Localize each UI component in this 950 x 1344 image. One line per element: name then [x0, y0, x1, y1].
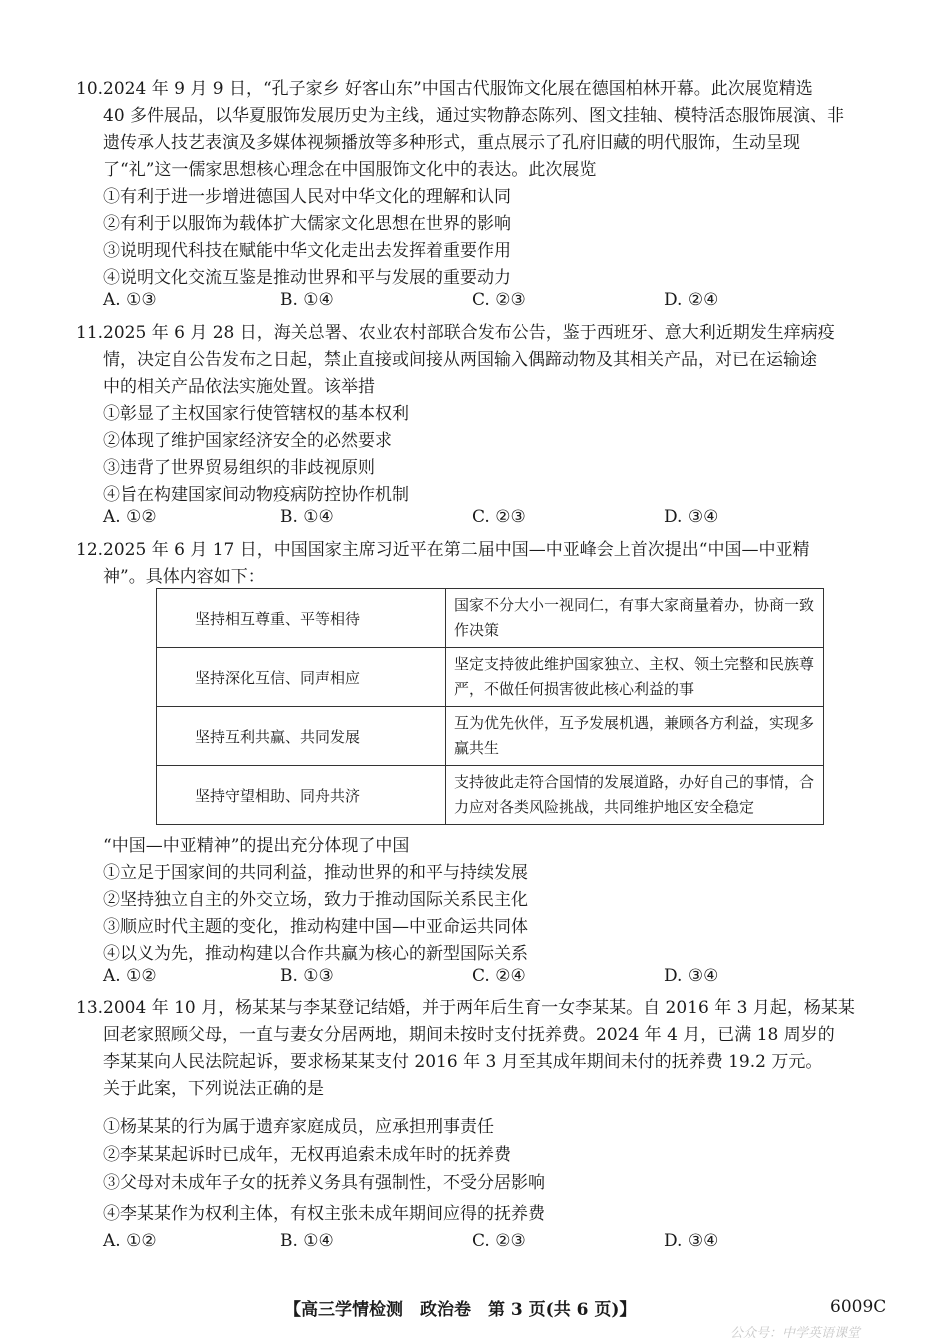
- table-value: 坚定支持彼此维护国家独立、主权、领土完整和民族尊严，不做任何损害彼此核心利益的事: [446, 648, 824, 707]
- q13-stem-line: 李某某向人民法院起诉，要求杨某某支付 2016 年 3 月至其成年期间未付的抚养费 19.2 万元。: [103, 1052, 823, 1072]
- option-a[interactable]: A. ①②: [103, 1231, 157, 1251]
- table-key: 坚持守望相助、同舟共济: [157, 766, 446, 825]
- q12-item: ④以义为先，推动构建以合作共赢为核心的新型国际关系: [103, 944, 528, 964]
- option-c[interactable]: C. ②③: [472, 290, 526, 310]
- option-b[interactable]: B. ①④: [280, 507, 334, 527]
- q10-item: ①有利于进一步增进德国人民对中华文化的理解和认同: [103, 187, 511, 207]
- q10-stem-line: 10.2024 年 9 月 9 日，“孔子家乡 好客山东”中国古代服饰文化展在德国柏林开幕。此次展览精选: [76, 79, 813, 99]
- option-a[interactable]: A. ①③: [103, 290, 157, 310]
- q10-item: ④说明文化交流互鉴是推动世界和平与发展的重要动力: [103, 268, 511, 288]
- q11-stem-line: 11.2025 年 6 月 28 日，海关总署、农业农村部联合发布公告，鉴于西班牙、意大利近期发生痒病疫: [76, 323, 835, 343]
- q12-question-line: “中国—中亚精神”的提出充分体现了中国: [103, 836, 410, 856]
- table-row: [157, 648, 824, 707]
- option-a[interactable]: A. ①②: [103, 507, 157, 527]
- q10-stem-line: 遗传承人技艺表演及多媒体视频播放等多种形式，重点展示了孔府旧藏的明代服饰，生动呈现: [103, 133, 800, 153]
- q11-item: ①彰显了主权国家行使管辖权的基本权利: [103, 404, 409, 424]
- q12-item: ③顺应时代主题的变化，推动构建中国—中亚命运共同体: [103, 917, 528, 937]
- q13-stem-line: 回老家照顾父母，一直与妻女分居两地，期间未按时支付抚养费。2024 年 4 月，已满 18 周岁的: [103, 1025, 835, 1045]
- option-b[interactable]: B. ①④: [280, 1231, 334, 1251]
- table-key: 坚持相互尊重、平等相待: [157, 589, 446, 648]
- spirit-table: [156, 588, 824, 825]
- option-d[interactable]: D. ③④: [664, 507, 719, 527]
- q13-stem-line: 关于此案，下列说法正确的是: [103, 1079, 324, 1099]
- q10-stem-line: 40 多件展品，以华夏服饰发展历史为主线，通过实物静态陈列、图文挂轴、模特活态服饰展演、非: [103, 106, 845, 126]
- option-d[interactable]: D. ②④: [664, 290, 719, 310]
- q13-item: ②李某某起诉时已成年，无权再追索未成年时的抚养费: [103, 1145, 511, 1165]
- table-row: [157, 766, 824, 825]
- q13-item: ①杨某某的行为属于遗弃家庭成员，应承担刑事责任: [103, 1117, 494, 1137]
- q12-item: ②坚持独立自主的外交立场，致力于推动国际关系民主化: [103, 890, 528, 910]
- q13-item: ③父母对未成年子女的抚养义务具有强制性，不受分居影响: [103, 1173, 545, 1193]
- table-value: 互为优先伙伴，互予发展机遇，兼顾各方利益，实现多赢共生: [446, 707, 824, 766]
- table-value: 支持彼此走符合国情的发展道路，办好自己的事情，合力应对各类风险挑战，共同维护地区安全稳定: [446, 766, 824, 825]
- option-a[interactable]: A. ①②: [103, 966, 157, 986]
- q13-item: ④李某某作为权利主体，有权主张未成年期间应得的抚养费: [103, 1204, 545, 1224]
- option-c[interactable]: C. ②④: [472, 966, 526, 986]
- table-key: 坚持互利共赢、共同发展: [157, 707, 446, 766]
- q13-stem-line: 13.2004 年 10 月，杨某某与李某登记结婚，并于两年后生育一女李某某。自 2016 年 3 月起，杨某某: [76, 998, 855, 1018]
- q11-stem-line: 中的相关产品依法实施处置。该举措: [103, 377, 375, 397]
- q11-item: ④旨在构建国家间动物疫病防控协作机制: [103, 485, 409, 505]
- paper-code: 6009C: [830, 1297, 887, 1317]
- table-row: [157, 589, 824, 648]
- table-value: 国家不分大小一视同仁，有事大家商量着办，协商一致作决策: [446, 589, 824, 648]
- option-d[interactable]: D. ③④: [664, 966, 719, 986]
- table-key: 坚持深化互信、同声相应: [157, 648, 446, 707]
- q12-item: ①立足于国家间的共同利益，推动世界的和平与持续发展: [103, 863, 528, 883]
- q11-stem-line: 情，决定自公告发布之日起，禁止直接或间接从两国输入偶蹄动物及其相关产品，对已在运输途: [103, 350, 817, 370]
- option-c[interactable]: C. ②③: [472, 1231, 526, 1251]
- page-footer: 【高三学情检测 政治卷 第 3 页(共 6 页)】: [284, 1300, 637, 1320]
- option-b[interactable]: B. ①③: [280, 966, 334, 986]
- q12-stem-line: 神”。具体内容如下：: [103, 567, 265, 587]
- q10-item: ③说明现代科技在赋能中华文化走出去发挥着重要作用: [103, 241, 511, 261]
- option-c[interactable]: C. ②③: [472, 507, 526, 527]
- table-row: [157, 707, 824, 766]
- option-b[interactable]: B. ①④: [280, 290, 334, 310]
- q11-item: ③违背了世界贸易组织的非歧视原则: [103, 458, 375, 478]
- q10-item: ②有利于以服饰为载体扩大儒家文化思想在世界的影响: [103, 214, 511, 234]
- option-d[interactable]: D. ③④: [664, 1231, 719, 1251]
- q11-item: ②体现了维护国家经济安全的必然要求: [103, 431, 392, 451]
- q10-stem-line: 了“礼”这一儒家思想核心理念在中国服饰文化中的表达。此次展览: [103, 160, 597, 180]
- watermark: 公众号：中学英语课堂: [730, 1326, 861, 1341]
- q12-stem-line: 12.2025 年 6 月 17 日，中国国家主席习近平在第二届中国—中亚峰会上首次提出“中国—中亚精: [76, 540, 810, 560]
